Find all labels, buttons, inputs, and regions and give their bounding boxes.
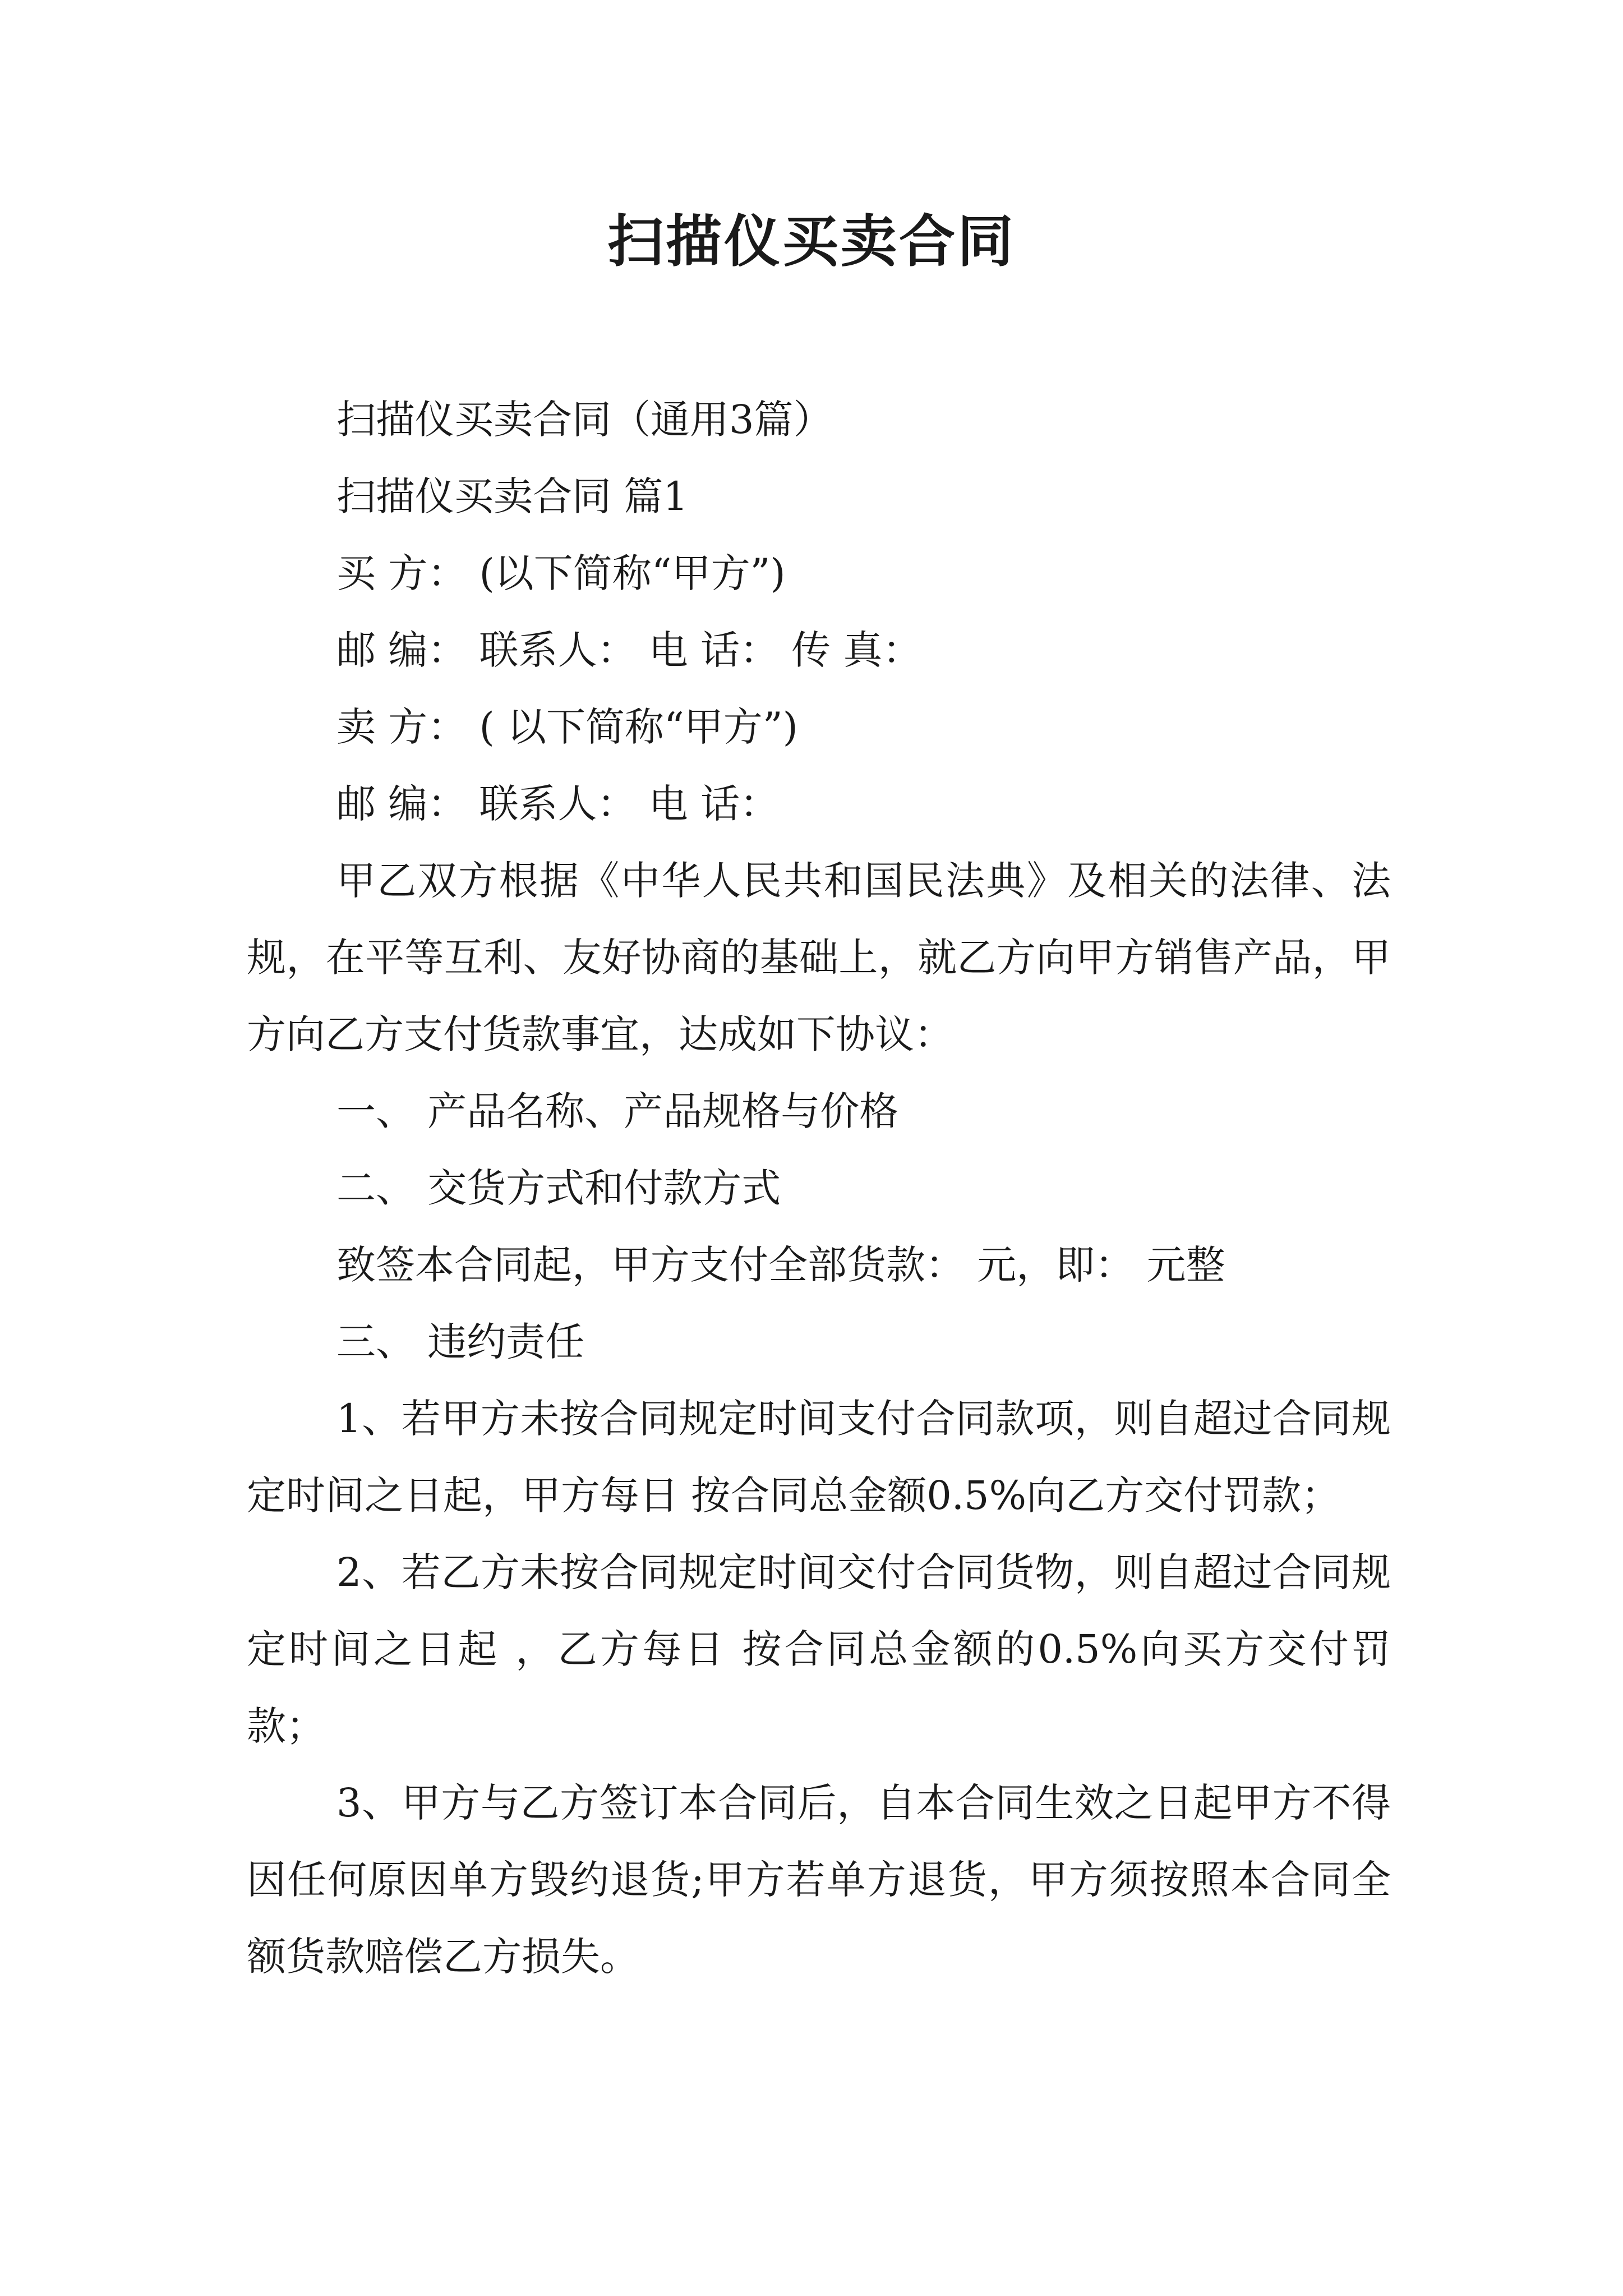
intro-paragraph: 甲乙双方根据《中华人民共和国民法典》及相关的法律、法规，在平等互利、友好协商的基础上，就乙方向甲方销售产品，甲方向乙方支付货款事宜，达成如下协议：: [247, 858, 1391, 1057]
clause-2: 2、若乙方未按合同规定时间交付合同货物，则自超过合同规定时间之日起 ，乙方每日 按合同总金额的0.5%向买方交付罚款；: [247, 1549, 1391, 1749]
buyer-contact-line: 邮 编： 联系人： 电 话： 传 真：: [336, 627, 922, 673]
document-body: [247, 381, 1391, 1995]
document-title: 扫描仪买卖合同: [607, 208, 1016, 274]
clause-3: 3、甲方与乙方签订本合同后，自本合同生效之日起甲方不得因任何原因单方毁约退货;甲方若单方退货，甲方须按照本合同全额货款赔偿乙方损失。: [247, 1780, 1391, 1980]
clause-1: 1、若甲方未按合同规定时间支付合同款项，则自超过合同规定时间之日起，甲方每日 按合同总金额0.5%向乙方交付罚款；: [247, 1396, 1391, 1519]
subtitle-part-1: 扫描仪买卖合同 篇1: [336, 473, 688, 519]
section-3-heading: 三、 违约责任: [336, 1319, 585, 1365]
subtitle-general: 扫描仪买卖合同（通用3篇）: [336, 397, 833, 443]
buyer-line: 买 方： (以下简称“甲方”): [336, 550, 786, 596]
seller-contact-line: 邮 编： 联系人： 电 话：: [336, 781, 780, 827]
section-1-heading: 一、 产品名称、产品规格与价格: [336, 1088, 899, 1134]
seller-line: 卖 方： ( 以下简称“甲方”): [336, 704, 798, 750]
section-2-heading: 二、 交货方式和付款方式: [336, 1165, 781, 1211]
payment-line: 致签本合同起，甲方支付全部货款： 元，即： 元整: [336, 1242, 1225, 1288]
